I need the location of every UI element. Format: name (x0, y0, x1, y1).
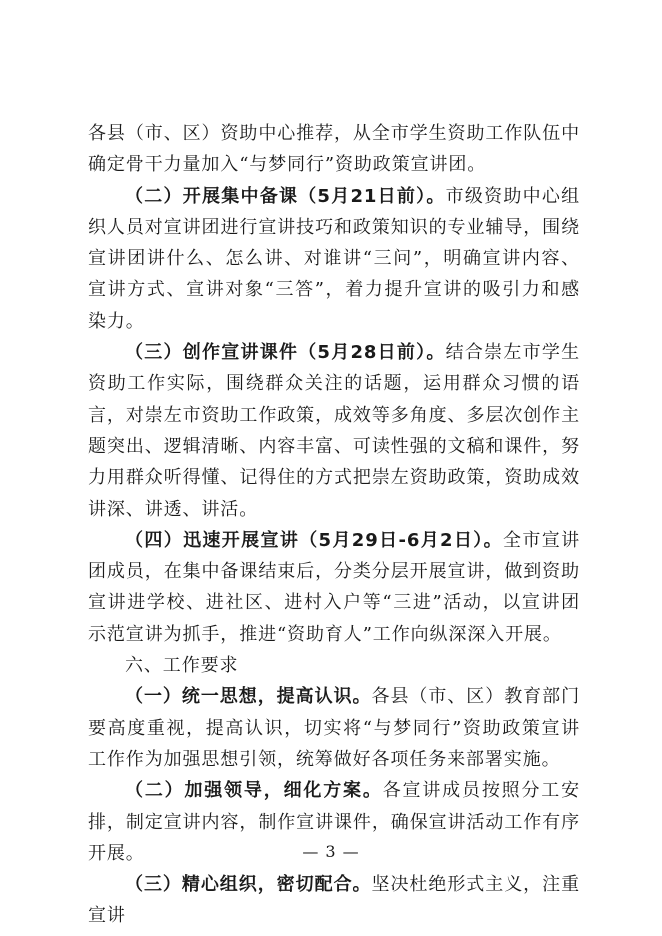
step-title-2: （二）开展集中备课（5月21日前）。 (125, 185, 446, 207)
requirement-title-3: （三）精心组织，密切配合。 (125, 874, 372, 896)
step-title-3: （三）创作宣讲课件（5月28日前）。 (125, 342, 446, 364)
requirement-paragraph-1 (88, 681, 580, 775)
step-body-2: 市级资助中心组织人员对宣讲团进行宣讲技巧和政策知识的专业辅导，围绕宣讲团讲什么、怎么讲、对谁讲“三问”，明确宣讲内容、宣讲方式、宣讲对象“三答”，着力提升宣讲的吸引力和感染力。 (88, 185, 580, 332)
step-paragraph-3 (88, 337, 580, 525)
requirement-body-1: 各县（市、区）教育部门要高度重视，提高认识，切实将“与梦同行”资助政策宣讲工作作为加强思想引领，统筹做好各项任务来部署实施。 (88, 686, 581, 770)
page-number: — 3 — (302, 842, 360, 861)
intro-paragraph: 各县（市、区）资助中心推荐，从全市学生资助工作队伍中确定骨干力量加入“与梦同行”资助政策宣讲团。 (88, 123, 580, 176)
section-heading: 六、工作要求 (125, 655, 239, 677)
step-body-4: 全市宣讲团成员，在集中备课结束后，分类分层开展宣讲，做到资助宣讲进学校、进社区、进村入户等“三进”活动，以宣讲团示范宣讲为抓手，推进“资助育人”工作向纵深深入开展。 (88, 529, 580, 645)
requirement-title-2: （二）加强领导，细化方案。 (125, 780, 383, 802)
requirement-body-2: 各宣讲成员按照分工安排，制定宣讲内容，制作宣讲课件，确保宣讲活动工作有序开展。 (88, 780, 581, 864)
step-body-3: 结合崇左市学生资助工作实际，围绕群众关注的话题，运用群众习惯的语言，对崇左市资助工作政策，成效等多角度、多层次创作主题突出、逻辑清晰、内容丰富、可读性强的文稿和课件，努力用群众听得懂、记得住的方式把崇左资助政策，资助成效讲深、讲透、讲活。 (88, 342, 580, 520)
body-text (88, 118, 580, 932)
step-title-4: （四）迅速开展宣讲（5月29日-6月2日）。 (125, 529, 504, 551)
requirement-title-1: （一）统一思想，提高认识。 (125, 686, 372, 708)
step-paragraph-2 (88, 181, 580, 337)
requirement-paragraph-3 (88, 869, 580, 932)
step-paragraph-4 (88, 525, 580, 650)
requirement-body-3: 坚决杜绝形式主义，注重宣讲 (88, 874, 581, 927)
